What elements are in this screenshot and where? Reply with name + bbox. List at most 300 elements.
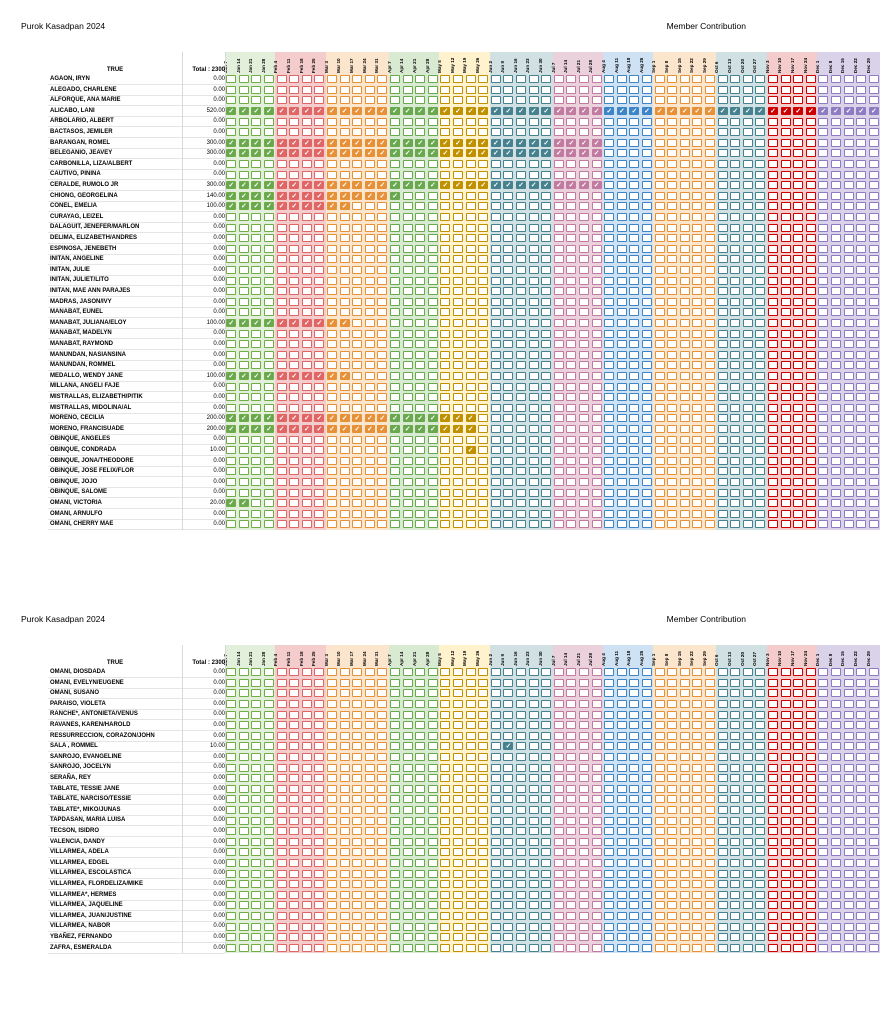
paid-checkbox[interactable]: ✓ bbox=[264, 149, 274, 157]
unpaid-checkbox[interactable] bbox=[541, 436, 551, 444]
unpaid-checkbox[interactable] bbox=[440, 128, 450, 136]
unpaid-checkbox[interactable] bbox=[831, 414, 841, 422]
unpaid-checkbox[interactable] bbox=[781, 351, 791, 359]
paid-checkbox[interactable]: ✓ bbox=[491, 181, 501, 189]
unpaid-checkbox[interactable] bbox=[428, 446, 438, 454]
unpaid-checkbox[interactable] bbox=[806, 224, 816, 232]
paid-checkbox[interactable]: ✓ bbox=[352, 149, 362, 157]
unpaid-checkbox[interactable] bbox=[856, 330, 866, 338]
unpaid-checkbox[interactable] bbox=[705, 139, 715, 147]
unpaid-checkbox[interactable] bbox=[818, 118, 828, 126]
unpaid-checkbox[interactable] bbox=[755, 202, 765, 210]
unpaid-checkbox[interactable] bbox=[730, 245, 740, 253]
paid-checkbox[interactable]: ✓ bbox=[566, 107, 576, 115]
unpaid-checkbox[interactable] bbox=[478, 404, 488, 412]
unpaid-checkbox[interactable] bbox=[264, 467, 274, 475]
unpaid-checkbox[interactable] bbox=[529, 520, 539, 528]
unpaid-checkbox[interactable] bbox=[844, 266, 854, 274]
unpaid-checkbox[interactable] bbox=[566, 668, 576, 676]
unpaid-checkbox[interactable] bbox=[503, 160, 513, 168]
unpaid-checkbox[interactable] bbox=[352, 75, 362, 83]
paid-checkbox[interactable]: ✓ bbox=[302, 139, 312, 147]
unpaid-checkbox[interactable] bbox=[516, 213, 526, 221]
unpaid-checkbox[interactable] bbox=[277, 234, 287, 242]
unpaid-checkbox[interactable] bbox=[566, 277, 576, 285]
unpaid-checkbox[interactable] bbox=[541, 489, 551, 497]
unpaid-checkbox[interactable] bbox=[629, 192, 639, 200]
unpaid-checkbox[interactable] bbox=[390, 340, 400, 348]
unpaid-checkbox[interactable] bbox=[655, 298, 665, 306]
unpaid-checkbox[interactable] bbox=[554, 510, 564, 518]
unpaid-checkbox[interactable] bbox=[314, 404, 324, 412]
paid-checkbox[interactable]: ✓ bbox=[340, 319, 350, 327]
unpaid-checkbox[interactable] bbox=[415, 478, 425, 486]
unpaid-checkbox[interactable] bbox=[554, 319, 564, 327]
unpaid-checkbox[interactable] bbox=[818, 499, 828, 507]
unpaid-checkbox[interactable] bbox=[491, 213, 501, 221]
unpaid-checkbox[interactable] bbox=[277, 457, 287, 465]
unpaid-checkbox[interactable] bbox=[340, 287, 350, 295]
unpaid-checkbox[interactable] bbox=[705, 298, 715, 306]
unpaid-checkbox[interactable] bbox=[541, 457, 551, 465]
unpaid-checkbox[interactable] bbox=[642, 96, 652, 104]
unpaid-checkbox[interactable] bbox=[478, 86, 488, 94]
paid-checkbox[interactable]: ✓ bbox=[340, 425, 350, 433]
unpaid-checkbox[interactable] bbox=[781, 213, 791, 221]
paid-checkbox[interactable]: ✓ bbox=[239, 372, 249, 380]
unpaid-checkbox[interactable] bbox=[377, 404, 387, 412]
unpaid-checkbox[interactable] bbox=[478, 478, 488, 486]
unpaid-checkbox[interactable] bbox=[844, 128, 854, 136]
unpaid-checkbox[interactable] bbox=[806, 171, 816, 179]
unpaid-checkbox[interactable] bbox=[680, 234, 690, 242]
unpaid-checkbox[interactable] bbox=[516, 372, 526, 380]
unpaid-checkbox[interactable] bbox=[806, 425, 816, 433]
unpaid-checkbox[interactable] bbox=[718, 234, 728, 242]
unpaid-checkbox[interactable] bbox=[781, 181, 791, 189]
unpaid-checkbox[interactable] bbox=[478, 446, 488, 454]
unpaid-checkbox[interactable] bbox=[529, 499, 539, 507]
unpaid-checkbox[interactable] bbox=[352, 351, 362, 359]
unpaid-checkbox[interactable] bbox=[655, 171, 665, 179]
unpaid-checkbox[interactable] bbox=[793, 160, 803, 168]
unpaid-checkbox[interactable] bbox=[629, 436, 639, 444]
unpaid-checkbox[interactable] bbox=[566, 520, 576, 528]
unpaid-checkbox[interactable] bbox=[629, 86, 639, 94]
unpaid-checkbox[interactable] bbox=[793, 75, 803, 83]
unpaid-checkbox[interactable] bbox=[730, 340, 740, 348]
paid-checkbox[interactable]: ✓ bbox=[302, 319, 312, 327]
unpaid-checkbox[interactable] bbox=[403, 319, 413, 327]
unpaid-checkbox[interactable] bbox=[428, 224, 438, 232]
unpaid-checkbox[interactable] bbox=[390, 118, 400, 126]
unpaid-checkbox[interactable] bbox=[415, 86, 425, 94]
unpaid-checkbox[interactable] bbox=[403, 213, 413, 221]
unpaid-checkbox[interactable] bbox=[667, 277, 677, 285]
unpaid-checkbox[interactable] bbox=[541, 351, 551, 359]
paid-checkbox[interactable]: ✓ bbox=[566, 139, 576, 147]
unpaid-checkbox[interactable] bbox=[340, 96, 350, 104]
unpaid-checkbox[interactable] bbox=[793, 383, 803, 391]
unpaid-checkbox[interactable] bbox=[503, 308, 513, 316]
unpaid-checkbox[interactable] bbox=[705, 340, 715, 348]
unpaid-checkbox[interactable] bbox=[844, 361, 854, 369]
paid-checkbox[interactable]: ✓ bbox=[239, 499, 249, 507]
paid-checkbox[interactable]: ✓ bbox=[251, 139, 261, 147]
unpaid-checkbox[interactable] bbox=[642, 478, 652, 486]
unpaid-checkbox[interactable] bbox=[579, 118, 589, 126]
unpaid-checkbox[interactable] bbox=[440, 467, 450, 475]
unpaid-checkbox[interactable] bbox=[466, 457, 476, 465]
unpaid-checkbox[interactable] bbox=[818, 446, 828, 454]
unpaid-checkbox[interactable] bbox=[806, 499, 816, 507]
paid-checkbox[interactable]: ✓ bbox=[365, 149, 375, 157]
unpaid-checkbox[interactable] bbox=[856, 499, 866, 507]
unpaid-checkbox[interactable] bbox=[226, 520, 236, 528]
paid-checkbox[interactable]: ✓ bbox=[390, 192, 400, 200]
unpaid-checkbox[interactable] bbox=[377, 340, 387, 348]
unpaid-checkbox[interactable] bbox=[680, 86, 690, 94]
unpaid-checkbox[interactable] bbox=[692, 478, 702, 486]
unpaid-checkbox[interactable] bbox=[781, 425, 791, 433]
unpaid-checkbox[interactable] bbox=[781, 478, 791, 486]
unpaid-checkbox[interactable] bbox=[529, 361, 539, 369]
unpaid-checkbox[interactable] bbox=[718, 224, 728, 232]
unpaid-checkbox[interactable] bbox=[251, 446, 261, 454]
unpaid-checkbox[interactable] bbox=[453, 340, 463, 348]
unpaid-checkbox[interactable] bbox=[617, 668, 627, 676]
unpaid-checkbox[interactable] bbox=[768, 160, 778, 168]
unpaid-checkbox[interactable] bbox=[503, 351, 513, 359]
unpaid-checkbox[interactable] bbox=[226, 213, 236, 221]
unpaid-checkbox[interactable] bbox=[869, 404, 879, 412]
unpaid-checkbox[interactable] bbox=[856, 245, 866, 253]
unpaid-checkbox[interactable] bbox=[718, 361, 728, 369]
paid-checkbox[interactable]: ✓ bbox=[226, 425, 236, 433]
unpaid-checkbox[interactable] bbox=[466, 319, 476, 327]
unpaid-checkbox[interactable] bbox=[428, 75, 438, 83]
unpaid-checkbox[interactable] bbox=[352, 245, 362, 253]
unpaid-checkbox[interactable] bbox=[768, 436, 778, 444]
unpaid-checkbox[interactable] bbox=[617, 446, 627, 454]
unpaid-checkbox[interactable] bbox=[415, 361, 425, 369]
unpaid-checkbox[interactable] bbox=[667, 467, 677, 475]
unpaid-checkbox[interactable] bbox=[806, 478, 816, 486]
unpaid-checkbox[interactable] bbox=[705, 86, 715, 94]
unpaid-checkbox[interactable] bbox=[503, 128, 513, 136]
unpaid-checkbox[interactable] bbox=[554, 160, 564, 168]
unpaid-checkbox[interactable] bbox=[352, 330, 362, 338]
unpaid-checkbox[interactable] bbox=[251, 266, 261, 274]
unpaid-checkbox[interactable] bbox=[793, 425, 803, 433]
unpaid-checkbox[interactable] bbox=[705, 351, 715, 359]
unpaid-checkbox[interactable] bbox=[314, 478, 324, 486]
unpaid-checkbox[interactable] bbox=[692, 192, 702, 200]
paid-checkbox[interactable]: ✓ bbox=[239, 181, 249, 189]
unpaid-checkbox[interactable] bbox=[793, 340, 803, 348]
unpaid-checkbox[interactable] bbox=[592, 75, 602, 83]
unpaid-checkbox[interactable] bbox=[327, 520, 337, 528]
unpaid-checkbox[interactable] bbox=[831, 425, 841, 433]
unpaid-checkbox[interactable] bbox=[453, 171, 463, 179]
unpaid-checkbox[interactable] bbox=[390, 499, 400, 507]
unpaid-checkbox[interactable] bbox=[566, 86, 576, 94]
unpaid-checkbox[interactable] bbox=[453, 499, 463, 507]
unpaid-checkbox[interactable] bbox=[755, 478, 765, 486]
unpaid-checkbox[interactable] bbox=[403, 478, 413, 486]
unpaid-checkbox[interactable] bbox=[768, 118, 778, 126]
unpaid-checkbox[interactable] bbox=[377, 234, 387, 242]
unpaid-checkbox[interactable] bbox=[554, 298, 564, 306]
unpaid-checkbox[interactable] bbox=[277, 446, 287, 454]
unpaid-checkbox[interactable] bbox=[604, 75, 614, 83]
unpaid-checkbox[interactable] bbox=[869, 478, 879, 486]
paid-checkbox[interactable]: ✓ bbox=[466, 107, 476, 115]
unpaid-checkbox[interactable] bbox=[491, 668, 501, 676]
unpaid-checkbox[interactable] bbox=[642, 181, 652, 189]
paid-checkbox[interactable]: ✓ bbox=[566, 181, 576, 189]
unpaid-checkbox[interactable] bbox=[390, 436, 400, 444]
unpaid-checkbox[interactable] bbox=[755, 234, 765, 242]
unpaid-checkbox[interactable] bbox=[566, 234, 576, 242]
paid-checkbox[interactable]: ✓ bbox=[314, 319, 324, 327]
unpaid-checkbox[interactable] bbox=[617, 171, 627, 179]
unpaid-checkbox[interactable] bbox=[856, 372, 866, 380]
unpaid-checkbox[interactable] bbox=[629, 234, 639, 242]
paid-checkbox[interactable]: ✓ bbox=[592, 139, 602, 147]
paid-checkbox[interactable]: ✓ bbox=[365, 107, 375, 115]
unpaid-checkbox[interactable] bbox=[844, 277, 854, 285]
unpaid-checkbox[interactable] bbox=[730, 351, 740, 359]
paid-checkbox[interactable]: ✓ bbox=[352, 414, 362, 422]
unpaid-checkbox[interactable] bbox=[667, 510, 677, 518]
unpaid-checkbox[interactable] bbox=[793, 86, 803, 94]
unpaid-checkbox[interactable] bbox=[440, 668, 450, 676]
unpaid-checkbox[interactable] bbox=[592, 404, 602, 412]
paid-checkbox[interactable]: ✓ bbox=[592, 107, 602, 115]
unpaid-checkbox[interactable] bbox=[516, 192, 526, 200]
unpaid-checkbox[interactable] bbox=[428, 520, 438, 528]
unpaid-checkbox[interactable] bbox=[818, 319, 828, 327]
unpaid-checkbox[interactable] bbox=[491, 436, 501, 444]
unpaid-checkbox[interactable] bbox=[617, 202, 627, 210]
unpaid-checkbox[interactable] bbox=[642, 75, 652, 83]
unpaid-checkbox[interactable] bbox=[302, 255, 312, 263]
unpaid-checkbox[interactable] bbox=[781, 308, 791, 316]
unpaid-checkbox[interactable] bbox=[340, 520, 350, 528]
unpaid-checkbox[interactable] bbox=[680, 149, 690, 157]
unpaid-checkbox[interactable] bbox=[403, 668, 413, 676]
unpaid-checkbox[interactable] bbox=[655, 255, 665, 263]
unpaid-checkbox[interactable] bbox=[289, 383, 299, 391]
unpaid-checkbox[interactable] bbox=[755, 330, 765, 338]
unpaid-checkbox[interactable] bbox=[755, 467, 765, 475]
unpaid-checkbox[interactable] bbox=[554, 499, 564, 507]
unpaid-checkbox[interactable] bbox=[239, 308, 249, 316]
unpaid-checkbox[interactable] bbox=[554, 425, 564, 433]
unpaid-checkbox[interactable] bbox=[529, 160, 539, 168]
unpaid-checkbox[interactable] bbox=[743, 404, 753, 412]
unpaid-checkbox[interactable] bbox=[592, 234, 602, 242]
unpaid-checkbox[interactable] bbox=[352, 234, 362, 242]
unpaid-checkbox[interactable] bbox=[730, 75, 740, 83]
unpaid-checkbox[interactable] bbox=[617, 457, 627, 465]
unpaid-checkbox[interactable] bbox=[692, 668, 702, 676]
unpaid-checkbox[interactable] bbox=[755, 181, 765, 189]
unpaid-checkbox[interactable] bbox=[869, 340, 879, 348]
unpaid-checkbox[interactable] bbox=[529, 202, 539, 210]
unpaid-checkbox[interactable] bbox=[302, 668, 312, 676]
paid-checkbox[interactable]: ✓ bbox=[340, 149, 350, 157]
unpaid-checkbox[interactable] bbox=[806, 181, 816, 189]
unpaid-checkbox[interactable] bbox=[352, 96, 362, 104]
unpaid-checkbox[interactable] bbox=[554, 436, 564, 444]
unpaid-checkbox[interactable] bbox=[642, 118, 652, 126]
unpaid-checkbox[interactable] bbox=[440, 457, 450, 465]
unpaid-checkbox[interactable] bbox=[667, 340, 677, 348]
unpaid-checkbox[interactable] bbox=[844, 330, 854, 338]
unpaid-checkbox[interactable] bbox=[629, 467, 639, 475]
unpaid-checkbox[interactable] bbox=[491, 234, 501, 242]
unpaid-checkbox[interactable] bbox=[743, 330, 753, 338]
unpaid-checkbox[interactable] bbox=[239, 467, 249, 475]
paid-checkbox[interactable]: ✓ bbox=[251, 414, 261, 422]
unpaid-checkbox[interactable] bbox=[629, 457, 639, 465]
unpaid-checkbox[interactable] bbox=[705, 149, 715, 157]
unpaid-checkbox[interactable] bbox=[239, 171, 249, 179]
unpaid-checkbox[interactable] bbox=[743, 86, 753, 94]
unpaid-checkbox[interactable] bbox=[390, 478, 400, 486]
unpaid-checkbox[interactable] bbox=[592, 86, 602, 94]
unpaid-checkbox[interactable] bbox=[844, 393, 854, 401]
unpaid-checkbox[interactable] bbox=[226, 277, 236, 285]
unpaid-checkbox[interactable] bbox=[844, 213, 854, 221]
paid-checkbox[interactable]: ✓ bbox=[743, 107, 753, 115]
paid-checkbox[interactable]: ✓ bbox=[377, 149, 387, 157]
unpaid-checkbox[interactable] bbox=[264, 266, 274, 274]
unpaid-checkbox[interactable] bbox=[768, 499, 778, 507]
unpaid-checkbox[interactable] bbox=[768, 340, 778, 348]
unpaid-checkbox[interactable] bbox=[302, 679, 312, 687]
unpaid-checkbox[interactable] bbox=[377, 287, 387, 295]
unpaid-checkbox[interactable] bbox=[327, 160, 337, 168]
unpaid-checkbox[interactable] bbox=[302, 520, 312, 528]
unpaid-checkbox[interactable] bbox=[340, 457, 350, 465]
unpaid-checkbox[interactable] bbox=[503, 86, 513, 94]
unpaid-checkbox[interactable] bbox=[831, 181, 841, 189]
paid-checkbox[interactable]: ✓ bbox=[592, 181, 602, 189]
unpaid-checkbox[interactable] bbox=[667, 330, 677, 338]
unpaid-checkbox[interactable] bbox=[667, 393, 677, 401]
unpaid-checkbox[interactable] bbox=[428, 298, 438, 306]
paid-checkbox[interactable]: ✓ bbox=[340, 192, 350, 200]
unpaid-checkbox[interactable] bbox=[428, 404, 438, 412]
unpaid-checkbox[interactable] bbox=[579, 160, 589, 168]
unpaid-checkbox[interactable] bbox=[806, 393, 816, 401]
unpaid-checkbox[interactable] bbox=[478, 298, 488, 306]
unpaid-checkbox[interactable] bbox=[226, 351, 236, 359]
unpaid-checkbox[interactable] bbox=[377, 128, 387, 136]
unpaid-checkbox[interactable] bbox=[554, 234, 564, 242]
unpaid-checkbox[interactable] bbox=[655, 234, 665, 242]
unpaid-checkbox[interactable] bbox=[692, 118, 702, 126]
unpaid-checkbox[interactable] bbox=[340, 118, 350, 126]
unpaid-checkbox[interactable] bbox=[856, 277, 866, 285]
unpaid-checkbox[interactable] bbox=[264, 330, 274, 338]
unpaid-checkbox[interactable] bbox=[516, 425, 526, 433]
unpaid-checkbox[interactable] bbox=[793, 181, 803, 189]
paid-checkbox[interactable]: ✓ bbox=[491, 139, 501, 147]
paid-checkbox[interactable]: ✓ bbox=[390, 425, 400, 433]
unpaid-checkbox[interactable] bbox=[453, 668, 463, 676]
unpaid-checkbox[interactable] bbox=[503, 457, 513, 465]
unpaid-checkbox[interactable] bbox=[768, 171, 778, 179]
unpaid-checkbox[interactable] bbox=[781, 436, 791, 444]
unpaid-checkbox[interactable] bbox=[466, 128, 476, 136]
unpaid-checkbox[interactable] bbox=[793, 277, 803, 285]
unpaid-checkbox[interactable] bbox=[289, 361, 299, 369]
unpaid-checkbox[interactable] bbox=[781, 499, 791, 507]
unpaid-checkbox[interactable] bbox=[692, 520, 702, 528]
unpaid-checkbox[interactable] bbox=[856, 160, 866, 168]
unpaid-checkbox[interactable] bbox=[503, 171, 513, 179]
unpaid-checkbox[interactable] bbox=[869, 414, 879, 422]
unpaid-checkbox[interactable] bbox=[730, 330, 740, 338]
unpaid-checkbox[interactable] bbox=[743, 160, 753, 168]
unpaid-checkbox[interactable] bbox=[642, 86, 652, 94]
unpaid-checkbox[interactable] bbox=[466, 340, 476, 348]
unpaid-checkbox[interactable] bbox=[466, 330, 476, 338]
unpaid-checkbox[interactable] bbox=[844, 446, 854, 454]
unpaid-checkbox[interactable] bbox=[453, 234, 463, 242]
unpaid-checkbox[interactable] bbox=[831, 75, 841, 83]
paid-checkbox[interactable]: ✓ bbox=[327, 414, 337, 422]
unpaid-checkbox[interactable] bbox=[264, 171, 274, 179]
unpaid-checkbox[interactable] bbox=[327, 287, 337, 295]
unpaid-checkbox[interactable] bbox=[516, 319, 526, 327]
unpaid-checkbox[interactable] bbox=[592, 287, 602, 295]
unpaid-checkbox[interactable] bbox=[466, 192, 476, 200]
unpaid-checkbox[interactable] bbox=[604, 287, 614, 295]
unpaid-checkbox[interactable] bbox=[453, 467, 463, 475]
paid-checkbox[interactable]: ✓ bbox=[264, 425, 274, 433]
unpaid-checkbox[interactable] bbox=[655, 404, 665, 412]
unpaid-checkbox[interactable] bbox=[365, 446, 375, 454]
unpaid-checkbox[interactable] bbox=[478, 372, 488, 380]
unpaid-checkbox[interactable] bbox=[642, 298, 652, 306]
unpaid-checkbox[interactable] bbox=[818, 86, 828, 94]
unpaid-checkbox[interactable] bbox=[655, 202, 665, 210]
unpaid-checkbox[interactable] bbox=[642, 245, 652, 253]
unpaid-checkbox[interactable] bbox=[529, 319, 539, 327]
unpaid-checkbox[interactable] bbox=[755, 668, 765, 676]
unpaid-checkbox[interactable] bbox=[239, 96, 249, 104]
paid-checkbox[interactable]: ✓ bbox=[428, 139, 438, 147]
paid-checkbox[interactable]: ✓ bbox=[365, 414, 375, 422]
unpaid-checkbox[interactable] bbox=[529, 255, 539, 263]
unpaid-checkbox[interactable] bbox=[592, 425, 602, 433]
unpaid-checkbox[interactable] bbox=[264, 404, 274, 412]
unpaid-checkbox[interactable] bbox=[251, 75, 261, 83]
unpaid-checkbox[interactable] bbox=[251, 160, 261, 168]
unpaid-checkbox[interactable] bbox=[604, 319, 614, 327]
unpaid-checkbox[interactable] bbox=[579, 266, 589, 274]
unpaid-checkbox[interactable] bbox=[680, 96, 690, 104]
unpaid-checkbox[interactable] bbox=[692, 149, 702, 157]
paid-checkbox[interactable]: ✓ bbox=[579, 107, 589, 115]
unpaid-checkbox[interactable] bbox=[340, 404, 350, 412]
unpaid-checkbox[interactable] bbox=[818, 298, 828, 306]
